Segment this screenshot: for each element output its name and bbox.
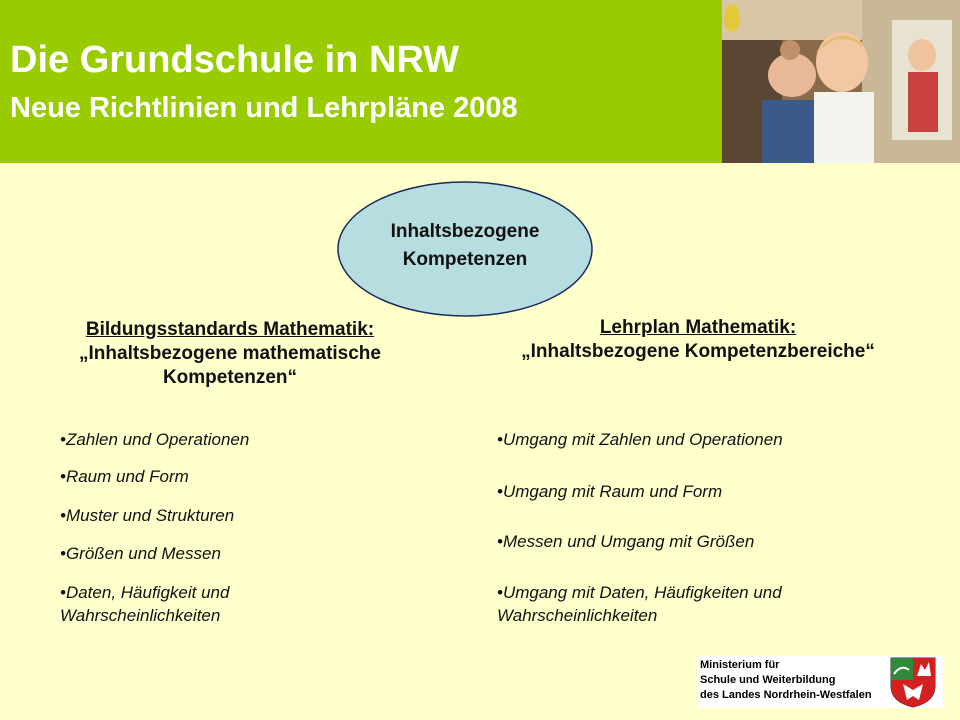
list-item: •Größen und Messen (60, 544, 221, 563)
right-column-heading (468, 316, 928, 364)
logo-line1: Ministerium für (700, 659, 780, 671)
logo-line3: des Landes Nordrhein-Westfalen (700, 689, 872, 701)
children-photo (722, 0, 960, 163)
left-column-heading (20, 318, 440, 390)
nrw-crest-icon (887, 656, 939, 708)
ministry-logo (697, 656, 943, 708)
left-subheading-line2: Kompetenzen“ (162, 367, 298, 388)
list-item: •Raum und Form (60, 467, 189, 486)
children-photo-icon (722, 0, 960, 163)
left-heading: Bildungsstandards Mathematik: (85, 319, 375, 340)
list-item: •Zahlen und Operationen (60, 430, 250, 449)
center-label-line2: Kompetenzen (402, 249, 528, 270)
center-label-line1: Inhaltsbezogene (390, 221, 540, 242)
list-item: •Umgang mit Daten, Häufigkeiten und Wahrscheinlichkeiten (497, 583, 782, 625)
right-subheading: „Inhaltsbezogene Kompetenzbereiche“ (521, 341, 875, 362)
list-item: •Muster und Strukturen (60, 506, 235, 525)
list-item: •Umgang mit Raum und Form (497, 482, 723, 501)
list-item: •Umgang mit Zahlen und Operationen (497, 430, 783, 449)
left-subheading-line1: „Inhaltsbezogene mathematische (79, 343, 381, 364)
slide-title: Die Grundschule in NRW (10, 39, 460, 81)
logo-line2: Schule und Weiterbildung (700, 674, 836, 686)
slide-subtitle: Neue Richtlinien und Lehrpläne 2008 (10, 92, 518, 124)
list-item: •Daten, Häufigkeit und Wahrscheinlichkeiten (60, 583, 230, 625)
center-label (336, 218, 594, 274)
header-banner (0, 0, 722, 163)
list-item: •Messen und Umgang mit Größen (497, 532, 755, 551)
right-heading: Lehrplan Mathematik: (599, 317, 797, 338)
ministry-logo-text (700, 658, 872, 703)
